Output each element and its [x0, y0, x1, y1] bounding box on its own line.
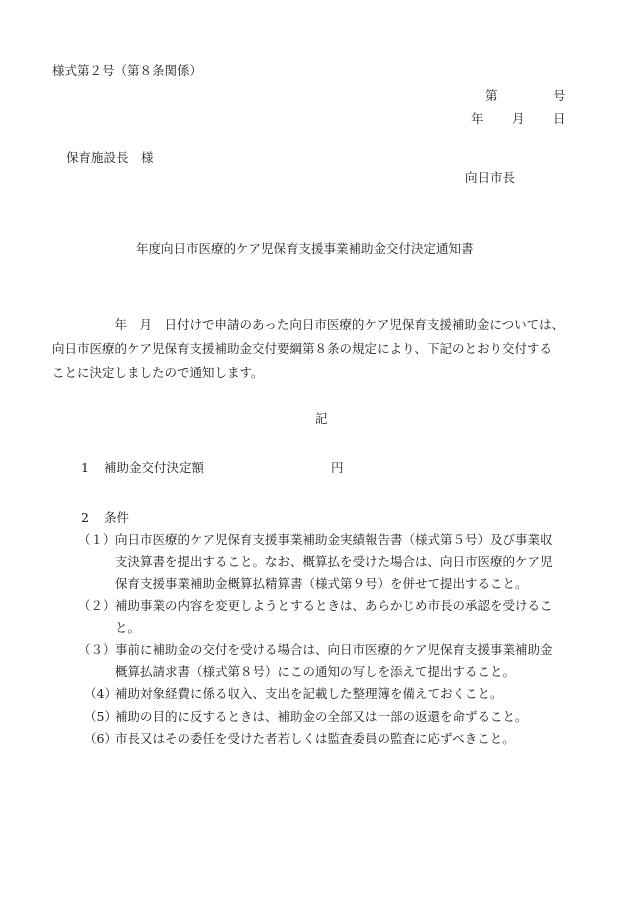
- condition-number: （１）: [78, 532, 116, 547]
- condition-text: [115, 529, 598, 595]
- condition-number: （4）: [84, 686, 117, 701]
- condition-line: 支決算書を提出すること。なお、概算払を受けた場合は、向日市医療的ケア児: [115, 554, 553, 569]
- condition-line: と。: [115, 620, 141, 635]
- condition-item: [84, 706, 604, 728]
- condition-line: 補助の目的に反するときは、補助金の全部又は一部の返還を命ずること。: [115, 709, 528, 724]
- body-line: ことに決定しましたので通知します。: [52, 365, 264, 380]
- condition-line: 補助対象経費に係る収入、支出を記載した整理簿を備えておくこと。: [115, 686, 503, 701]
- form-number: 様式第２号（第８条関係）: [52, 63, 203, 78]
- condition-text: [115, 728, 604, 750]
- body-line: 年 月 日付けで申請のあった向日市医療的ケア児保育支援補助金については、: [52, 317, 565, 332]
- item-1-number: 1: [81, 460, 89, 475]
- condition-item: [78, 639, 598, 683]
- condition-text: [115, 595, 598, 639]
- condition-text: [115, 639, 598, 683]
- document-title: 年度向日市医療的ケア児保育支援事業補助金交付決定通知書: [136, 241, 474, 256]
- item-1-label: 補助金交付決定額: [104, 460, 205, 475]
- item-2-label: 条件: [104, 510, 130, 525]
- document-number-dai: 第: [485, 88, 498, 103]
- ki-heading: 記: [315, 411, 328, 426]
- condition-item: [78, 595, 598, 639]
- addressee: 保育施設長 様: [66, 150, 154, 165]
- sender: 向日市長: [465, 170, 516, 185]
- document-number-go: 号: [553, 88, 566, 103]
- item-1-unit: 円: [331, 460, 344, 475]
- item-2-number: 2: [81, 510, 89, 525]
- date-month: 月: [512, 111, 525, 126]
- condition-item: [78, 529, 598, 595]
- condition-line: 向日市医療的ケア児保育支援事業補助金実績報告書（様式第５号）及び事業収: [115, 532, 553, 547]
- condition-text: [115, 706, 604, 728]
- condition-line: 市長又はその委任を受けた者若しくは監査委員の監査に応ずべきこと。: [115, 731, 515, 746]
- date-year: 年: [471, 111, 484, 126]
- date-day: 日: [553, 111, 566, 126]
- condition-line: 事前に補助金の交付を受ける場合は、向日市医療的ケア児保育支援事業補助金: [115, 642, 553, 657]
- body-line: 向日市医療的ケア児保育支援補助金交付要綱第８条の規定により、下記のとおり交付する: [52, 341, 553, 356]
- body-paragraph: [52, 313, 596, 385]
- condition-text: [115, 683, 604, 705]
- condition-item: [84, 728, 604, 750]
- condition-line: 保育支援事業補助金概算払精算書（様式第９号）を併せて提出すること。: [115, 576, 528, 591]
- condition-line: 補助事業の内容を変更しようとするときは、あらかじめ市長の承認を受けるこ: [115, 598, 553, 613]
- condition-number: （5）: [84, 709, 117, 724]
- condition-item: [84, 683, 604, 705]
- condition-number: （３）: [78, 642, 116, 657]
- condition-line: 概算払請求書（様式第８号）にこの通知の写しを添えて提出すること。: [115, 664, 516, 679]
- condition-number: （6）: [84, 731, 117, 746]
- condition-number: （２）: [78, 598, 116, 613]
